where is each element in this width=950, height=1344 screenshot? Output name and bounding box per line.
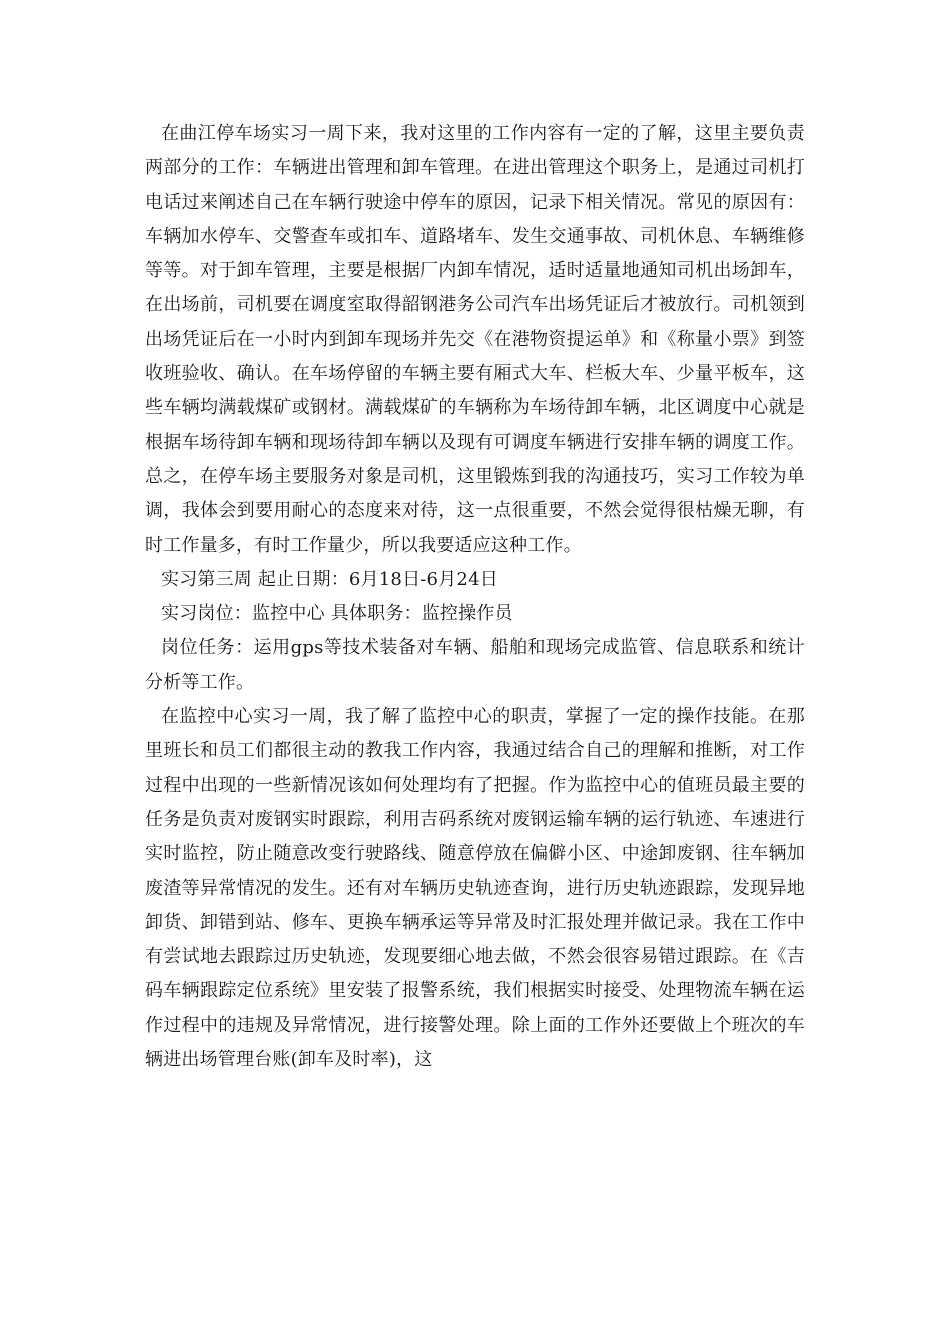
paragraph-position-tasks: 岗位任务：运用gps等技术装备对车辆、船舶和现场完成监管、信息联系和统计分析等工作。: [145, 637, 805, 693]
paragraph-position-title: 实习岗位：监控中心 具体职务：监控操作员: [161, 603, 513, 625]
paragraph-monitoring-center-internship: 在监控中心实习一周，我了解了监控中心的职责，掌握了一定的操作技能。在那里班长和员工们都很主动的教我工作内容，我通过结合自己的理解和推断，对工作过程中出现的一些新情况该如何处理均有了把握。作为监控中心的值班员最主要的任务是负责对废钢实时跟踪，利用吉码系统对废钢运输车辆的运行轨迹、车速进行实时监控，防止随意改变行驶路线、随意停放在偏僻小区、中途卸废钢、往车辆加废渣等异常情况的发生。还有对车辆历史轨迹查询，进行历史轨迹跟踪，发现异地卸货、卸错到站、修车、更换车辆承运等异常及时汇报处理并做记录。我在工作中有尝试地去跟踪过历史轨迹，发现要细心地去做，不然会很容易错过跟踪。在《吉码车辆跟踪定位系统》里安装了报警系统，我们根据实时接受、处理物流车辆在运作过程中的违规及异常情况，进行接警处理。除上面的工作外还要做上个班次的车辆进出场管理台账(卸车及时率)，这: [145, 706, 805, 1071]
document-body: [145, 117, 805, 1077]
paragraph-week-three-dates: 实习第三周 起止日期：6月18日-6月24日: [161, 568, 498, 590]
paragraph-parking-lot-internship: 在曲江停车场实习一周下来，我对这里的工作内容有一定的了解，这里主要负责两部分的工作：车辆进出管理和卸车管理。在进出管理这个职务上，是通过司机打电话过来阐述自己在车辆行驶途中停车的原因，记录下相关情况。常见的原因有：车辆加水停车、交警查车或扣车、道路堵车、发生交通事故、司机休息、车辆维修等等。对于卸车管理，主要是根据厂内卸车情况，适时适量地通知司机出场卸车，在出场前，司机要在调度室取得韶钢港务公司汽车出场凭证后才被放行。司机领到出场凭证后在一小时内到卸车现场并先交《在港物资提运单》和《称量小票》到签收班验收、确认。在车场停留的车辆主要有厢式大车、栏板大车、少量平板车，这些车辆均满载煤矿或钢材。满载煤矿的车辆称为车场待卸车辆，北区调度中心就是根据车场待卸车辆和现场待卸车辆以及现有可调度车辆进行安排车辆的调度工作。总之，在停车场主要服务对象是司机，这里锻炼到我的沟通技巧，实习工作较为单调，我体会到要用耐心的态度来对待，这一点很重要，不然会觉得很枯燥无聊，有时工作量多，有时工作量少，所以我要适应这种工作。: [145, 123, 805, 556]
